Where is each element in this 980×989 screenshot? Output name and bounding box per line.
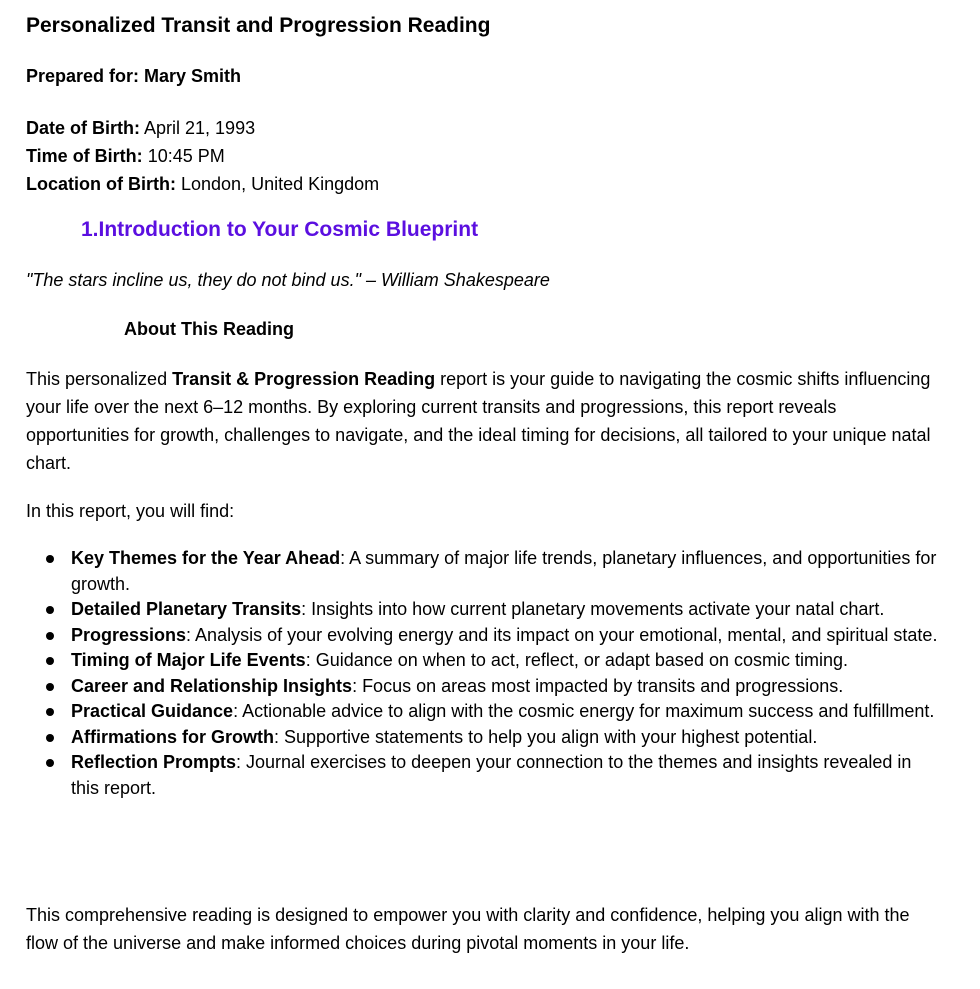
birth-location-label: Location of Birth: bbox=[26, 174, 176, 194]
list-item-text: : Guidance on when to act, reflect, or adapt based on cosmic timing. bbox=[305, 650, 848, 670]
findings-lead: In this report, you will find: bbox=[26, 501, 235, 521]
list-item-text: : Actionable advice to align with the cosmic energy for maximum success and fulfillment. bbox=[233, 701, 935, 721]
list-item-text: : A summary of major life trends, planetary influences, and opportunities for growth. bbox=[71, 548, 937, 594]
list-item bbox=[26, 699, 941, 725]
list-item-text: : Focus on areas most impacted by transits and progressions. bbox=[352, 675, 844, 696]
birth-details bbox=[26, 114, 379, 198]
birth-location-value: London, United Kingdom bbox=[181, 174, 380, 194]
intro-paragraph bbox=[26, 365, 941, 477]
list-item-title: Affirmations for Growth bbox=[71, 726, 274, 747]
about-subheading: About This Reading bbox=[124, 319, 294, 339]
birth-date-value: April 21, 1993 bbox=[144, 118, 256, 138]
bullet-icon bbox=[46, 759, 54, 767]
list-item bbox=[26, 725, 941, 751]
list-item-title: Career and Relationship Insights bbox=[71, 675, 353, 696]
list-item bbox=[26, 750, 941, 801]
list-item-title: Reflection Prompts bbox=[71, 752, 237, 772]
bullet-icon bbox=[46, 555, 54, 563]
list-item-text: : Supportive statements to help you align with your highest potential. bbox=[274, 726, 818, 747]
list-item bbox=[26, 546, 941, 597]
intro-text-before: This personalized bbox=[26, 369, 173, 389]
birth-time-value: 10:45 PM bbox=[147, 146, 225, 166]
intro-text-bold: Transit & Progression Reading bbox=[172, 369, 436, 389]
list-item-title: Key Themes for the Year Ahead bbox=[71, 548, 341, 568]
list-item-title: Practical Guidance bbox=[71, 701, 234, 721]
shakespeare-quote: "The stars incline us, they do not bind us." – William Shakespeare bbox=[26, 270, 550, 290]
closing-paragraph: This comprehensive reading is designed to empower you with clarity and confidence, helping you align with the flow of the universe and make informed choices during pivotal moments in your life. bbox=[26, 905, 910, 953]
section-heading: 1.Introduction to Your Cosmic Blueprint bbox=[81, 218, 479, 241]
list-item bbox=[26, 623, 941, 649]
prepared-for: Prepared for: Mary Smith bbox=[26, 66, 242, 86]
bullet-icon bbox=[46, 606, 54, 614]
bullet-icon bbox=[46, 657, 54, 665]
document-title: Personalized Transit and Progression Reading bbox=[26, 14, 491, 37]
birth-date-label: Date of Birth: bbox=[26, 118, 140, 138]
list-item-text: : Journal exercises to deepen your connection to the themes and insights revealed in this report. bbox=[71, 752, 912, 798]
list-item bbox=[26, 648, 941, 674]
list-item-title: Detailed Planetary Transits bbox=[71, 599, 302, 619]
list-item bbox=[26, 597, 941, 623]
birth-time-row bbox=[26, 142, 379, 170]
list-item bbox=[26, 674, 941, 700]
birth-date-row bbox=[26, 114, 379, 142]
birth-location-row bbox=[26, 170, 379, 198]
bullet-icon bbox=[46, 632, 54, 640]
list-item-title: Timing of Major Life Events bbox=[71, 650, 306, 670]
birth-time-label: Time of Birth: bbox=[26, 146, 143, 166]
list-item-text: : Insights into how current planetary movements activate your natal chart. bbox=[301, 599, 885, 619]
intro-text-after: report is your guide to navigating the cosmic shifts influencing your life over the next 6–12 months. By exploring current transits and progressions, this report reveals opportunities for growth, challenges to navigate, and the ideal timing for decisions, all tailored to your unique natal chart. bbox=[26, 369, 931, 473]
bullet-icon bbox=[46, 708, 54, 716]
bullet-icon bbox=[46, 683, 54, 691]
bullet-icon bbox=[46, 734, 54, 742]
list-item-title: Progressions bbox=[71, 624, 187, 645]
feature-list bbox=[26, 546, 941, 801]
list-item-text: : Analysis of your evolving energy and its impact on your emotional, mental, and spiritual state. bbox=[186, 624, 938, 645]
